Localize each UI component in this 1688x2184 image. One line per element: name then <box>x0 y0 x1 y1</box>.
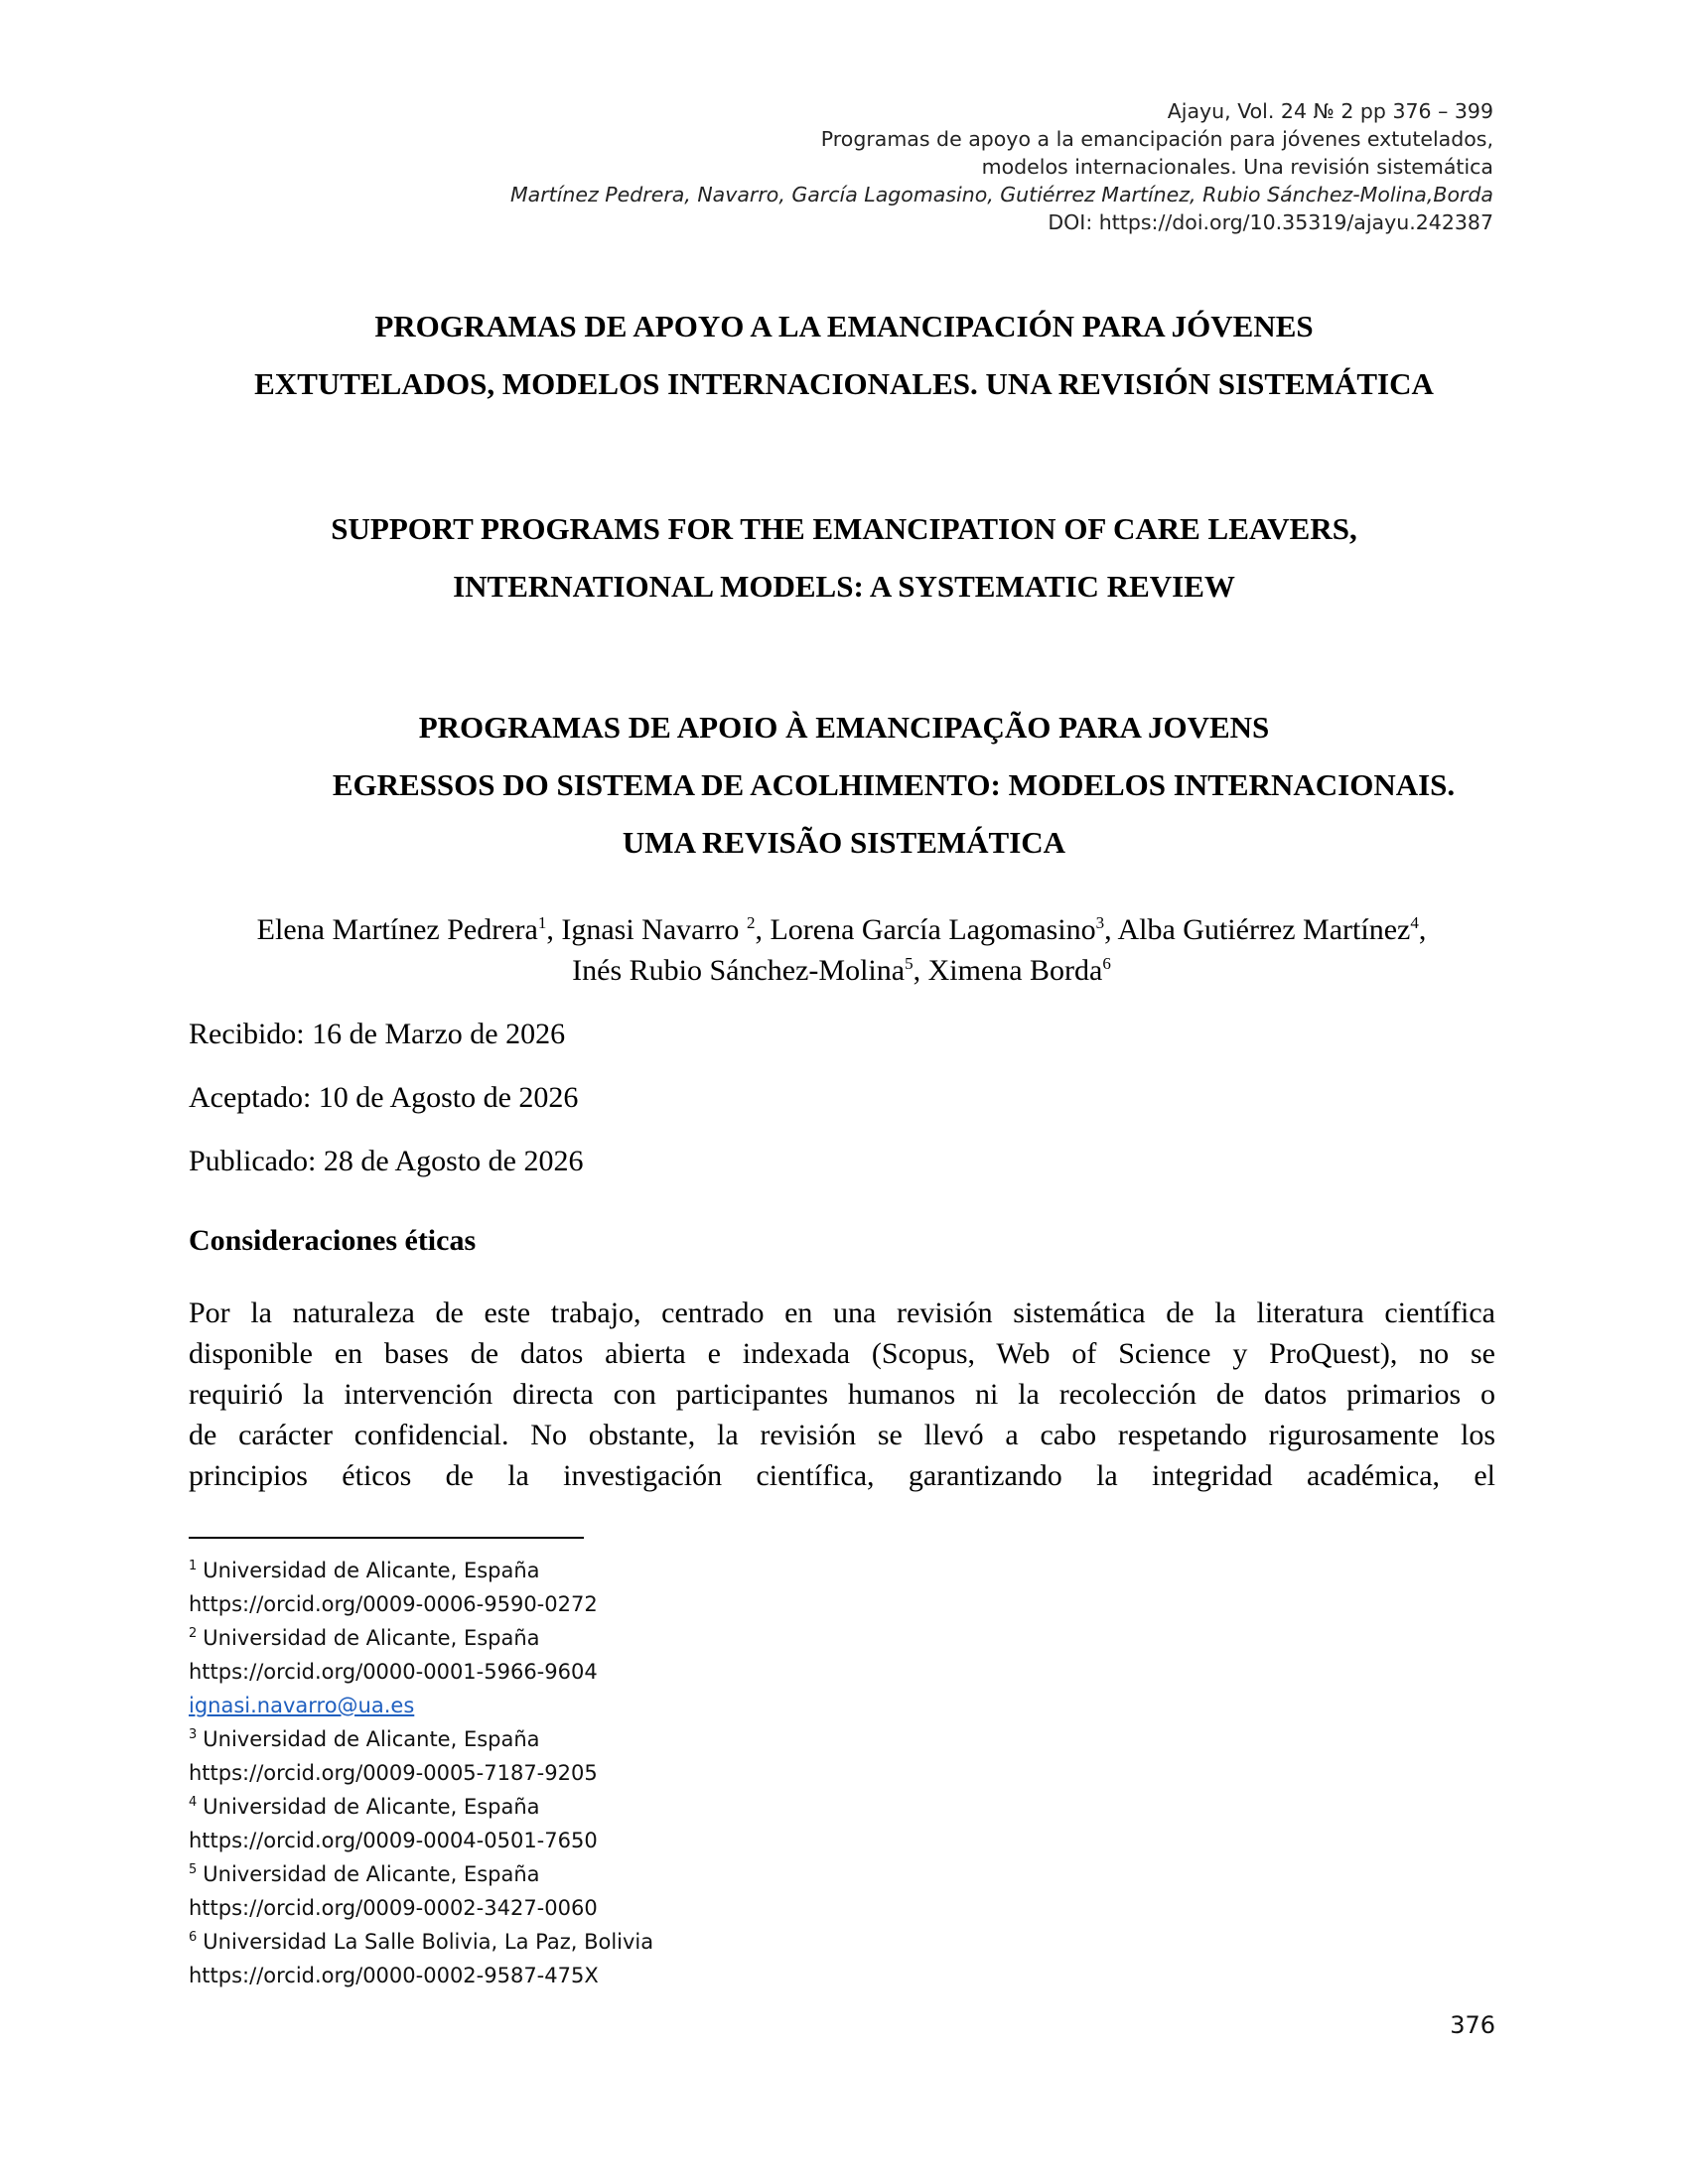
ethics-line: principios éticos de la investigación científica, garantizando la integridad académica, el <box>189 1459 1495 1492</box>
title-spanish-line-1: PROGRAMAS DE APOYO A LA EMANCIPACIÓN PARA JÓVENES <box>374 309 1314 343</box>
footnote-affiliation <box>189 1621 653 1655</box>
title-english-line-1: SUPPORT PROGRAMS FOR THE EMANCIPATION OF CARE LEAVERS, <box>331 511 1357 546</box>
affiliation-mark: 2 <box>746 913 756 932</box>
ethics-line: de carácter confidencial. No obstante, la revisión se llevó a cabo respetando rigurosamente los <box>189 1419 1495 1451</box>
author-name: Elena Martínez Pedrera <box>256 913 538 946</box>
affiliation-mark: 3 <box>1095 913 1105 932</box>
ethics-line: Por la naturaleza de este trabajo, centrado en una revisión sistemática de la literatura científica <box>189 1297 1495 1329</box>
running-header <box>401 97 1493 236</box>
affiliation-text: Universidad de Alicante, España <box>203 1862 540 1886</box>
author-line-1: Elena Martínez Pedrera$^1$, Ignasi Navarro $^2$, Lorena García Lagomasino$^3$, Alba Gutiérrez Martínez$^4$, <box>256 913 1427 946</box>
title-portuguese-line-2: EGRESSOS DO SISTEMA DE ACOLHIMENTO: MODELOS INTERNACIONAIS. <box>332 767 1456 802</box>
footnote-orcid: https://orcid.org/0009-0006-9590-0272 <box>189 1592 598 1616</box>
footnote-affiliation <box>189 1554 653 1587</box>
ethics-line: disponible en bases de datos abierta e indexada (Scopus, Web of Science y ProQuest), no se <box>189 1337 1495 1370</box>
title-english-line-2: INTERNATIONAL MODELS: A SYSTEMATIC REVIEW <box>453 569 1235 604</box>
title-portuguese-line-1: PROGRAMAS DE APOIO À EMANCIPAÇÃO PARA JOVENS <box>418 710 1270 745</box>
author-line-2: Inés Rubio Sánchez-Molina$^5$, Ximena Borda$^6$ <box>572 954 1111 987</box>
accepted-date: Aceptado: 10 de Agosto de 2026 <box>189 1081 579 1114</box>
affiliation-text: Universidad de Alicante, España <box>203 1727 540 1751</box>
footnote-affiliation <box>189 1925 653 1959</box>
title-portuguese-line-3: UMA REVISÃO SISTEMÁTICA <box>622 825 1066 860</box>
published-date: Publicado: 28 de Agosto de 2026 <box>189 1145 584 1177</box>
affiliation-mark: 4 <box>1410 913 1419 932</box>
article-dates <box>189 1013 583 1203</box>
ethics-line: requirió la intervención directa con participantes humanos ni la recolección de datos primarios o <box>189 1378 1495 1411</box>
running-title-line-2: modelos internacionales. Una revisión sistemática <box>981 155 1493 179</box>
title-spanish <box>149 298 1539 413</box>
affiliation-mark: 1 <box>537 913 547 932</box>
footnote-mark: 3 <box>189 1727 198 1742</box>
footnote-mark: 1 <box>189 1559 198 1573</box>
footnote-orcid: https://orcid.org/0009-0002-3427-0060 <box>189 1896 598 1920</box>
footnote-affiliation <box>189 1857 653 1891</box>
received-date: Recibido: 16 de Marzo de 2026 <box>189 1018 566 1050</box>
page-number: 376 <box>1450 2011 1495 2039</box>
title-portuguese <box>149 699 1539 872</box>
author-name: Inés Rubio Sánchez-Molina <box>572 954 906 987</box>
affiliation-mark: 5 <box>905 954 914 973</box>
footnote-affiliation <box>189 1722 653 1756</box>
affiliation-text: Universidad La Salle Bolivia, La Paz, Bolivia <box>203 1930 654 1954</box>
footnote-mark: 5 <box>189 1862 198 1877</box>
footnote-mark: 6 <box>189 1930 198 1945</box>
footnote-orcid: https://orcid.org/0000-0002-9587-475X <box>189 1964 599 1987</box>
footnote-affiliation <box>189 1790 653 1824</box>
author-name: Lorena García Lagomasino <box>770 913 1096 946</box>
affiliation-text: Universidad de Alicante, España <box>203 1795 540 1819</box>
footnotes <box>189 1554 653 1992</box>
title-spanish-line-2: EXTUTELADOS, MODELOS INTERNACIONALES. UNA REVISIÓN SISTEMÁTICA <box>254 366 1434 401</box>
author-list <box>189 909 1494 991</box>
affiliation-text: Universidad de Alicante, España <box>203 1559 540 1582</box>
footnote-separator <box>189 1537 584 1539</box>
title-english <box>149 500 1539 615</box>
journal-citation: Ajayu, Vol. 24 № 2 pp 376 – 399 <box>1167 99 1493 123</box>
doi-line: DOI: https://doi.org/10.35319/ajayu.242387 <box>1048 210 1493 234</box>
ethics-heading: Consideraciones éticas <box>189 1224 477 1257</box>
footnote-mark: 4 <box>189 1795 198 1810</box>
ethics-paragraph <box>189 1293 1495 1496</box>
email-link[interactable]: ignasi.navarro@ua.es <box>189 1694 415 1717</box>
footnote-orcid: https://orcid.org/0009-0004-0501-7650 <box>189 1829 598 1852</box>
author-name: Ignasi Navarro <box>561 913 747 946</box>
running-title-line-1: Programas de apoyo a la emancipación para jóvenes extutelados, <box>820 127 1493 151</box>
running-authors: Martínez Pedrera, Navarro, García Lagomasino, Gutiérrez Martínez, Rubio Sánchez-Molina,Borda <box>510 183 1493 206</box>
affiliation-mark: 6 <box>1102 954 1111 973</box>
author-name: Ximena Borda <box>927 954 1103 987</box>
author-name: Alba Gutiérrez Martínez <box>1117 913 1411 946</box>
footnote-mark: 2 <box>189 1626 198 1641</box>
affiliation-text: Universidad de Alicante, España <box>203 1626 540 1650</box>
footnote-orcid: https://orcid.org/0009-0005-7187-9205 <box>189 1761 598 1785</box>
footnote-orcid: https://orcid.org/0000-0001-5966-9604 <box>189 1660 598 1684</box>
